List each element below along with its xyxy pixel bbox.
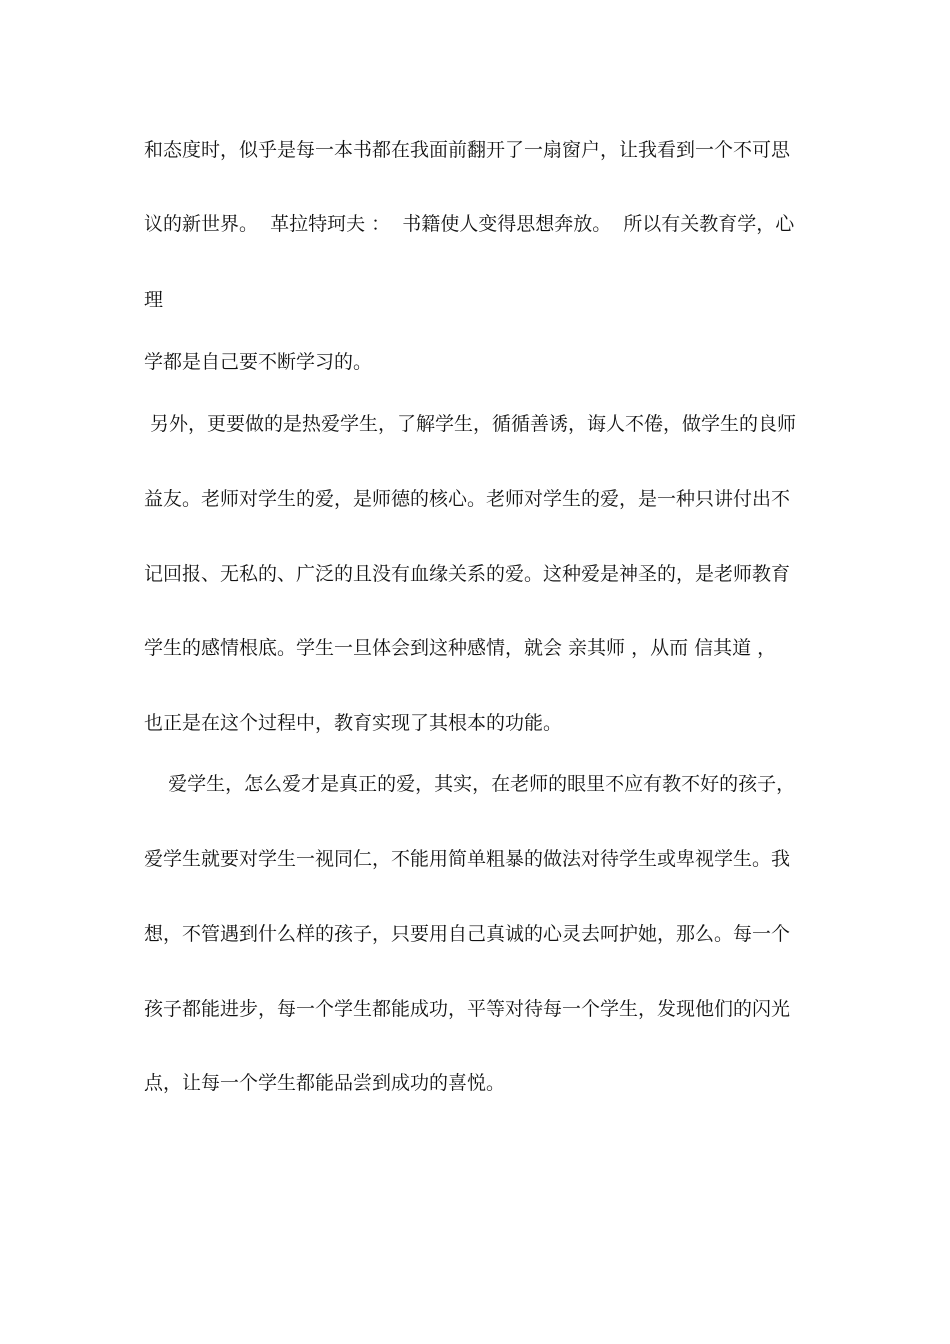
text-line: 另外，更要做的是热爱学生，了解学生，循循善诱，诲人不倦，做学生的良师 [144, 413, 797, 435]
text-line: 爱学生就要对学生一视同仁，不能用简单粗暴的做法对待学生或卑视学生。我 [144, 848, 791, 870]
text-line: 和态度时，似乎是每一本书都在我面前翻开了一扇窗户，让我看到一个不可思 [144, 139, 791, 161]
text-line: 议的新世界。 革拉特珂夫 ： 书籍使人变得思想奔放。 所以有关教育学，心 [144, 213, 795, 235]
text-line: 理 [144, 289, 164, 311]
text-line: 也正是在这个过程中，教育实现了其根本的功能。 [144, 712, 563, 734]
text-line: 想，不管遇到什么样的孩子，只要用自己真诚的心灵去呵护她，那么。每一个 [144, 923, 791, 945]
text-line: 孩子都能进步，每一个学生都能成功，平等对待每一个学生，发现他们的闪光 [144, 998, 791, 1020]
text-line: 记回报、无私的、广泛的且没有血缘关系的爱。这种爱是神圣的，是老师教育 [144, 563, 791, 585]
text-line: 点，让每一个学生都能品尝到成功的喜悦。 [144, 1072, 506, 1094]
text-line: 学生的感情根底。学生一旦体会到这种感情，就会 亲其师 ，从而 信其道 ， [144, 637, 777, 659]
text-line: 爱学生，怎么爱才是真正的爱，其实，在老师的眼里不应有教不好的孩子， [144, 773, 796, 795]
text-line: 学都是自己要不断学习的。 [144, 351, 373, 373]
text-line: 益友。老师对学生的爱，是师德的核心。老师对学生的爱，是一种只讲付出不 [144, 488, 791, 510]
